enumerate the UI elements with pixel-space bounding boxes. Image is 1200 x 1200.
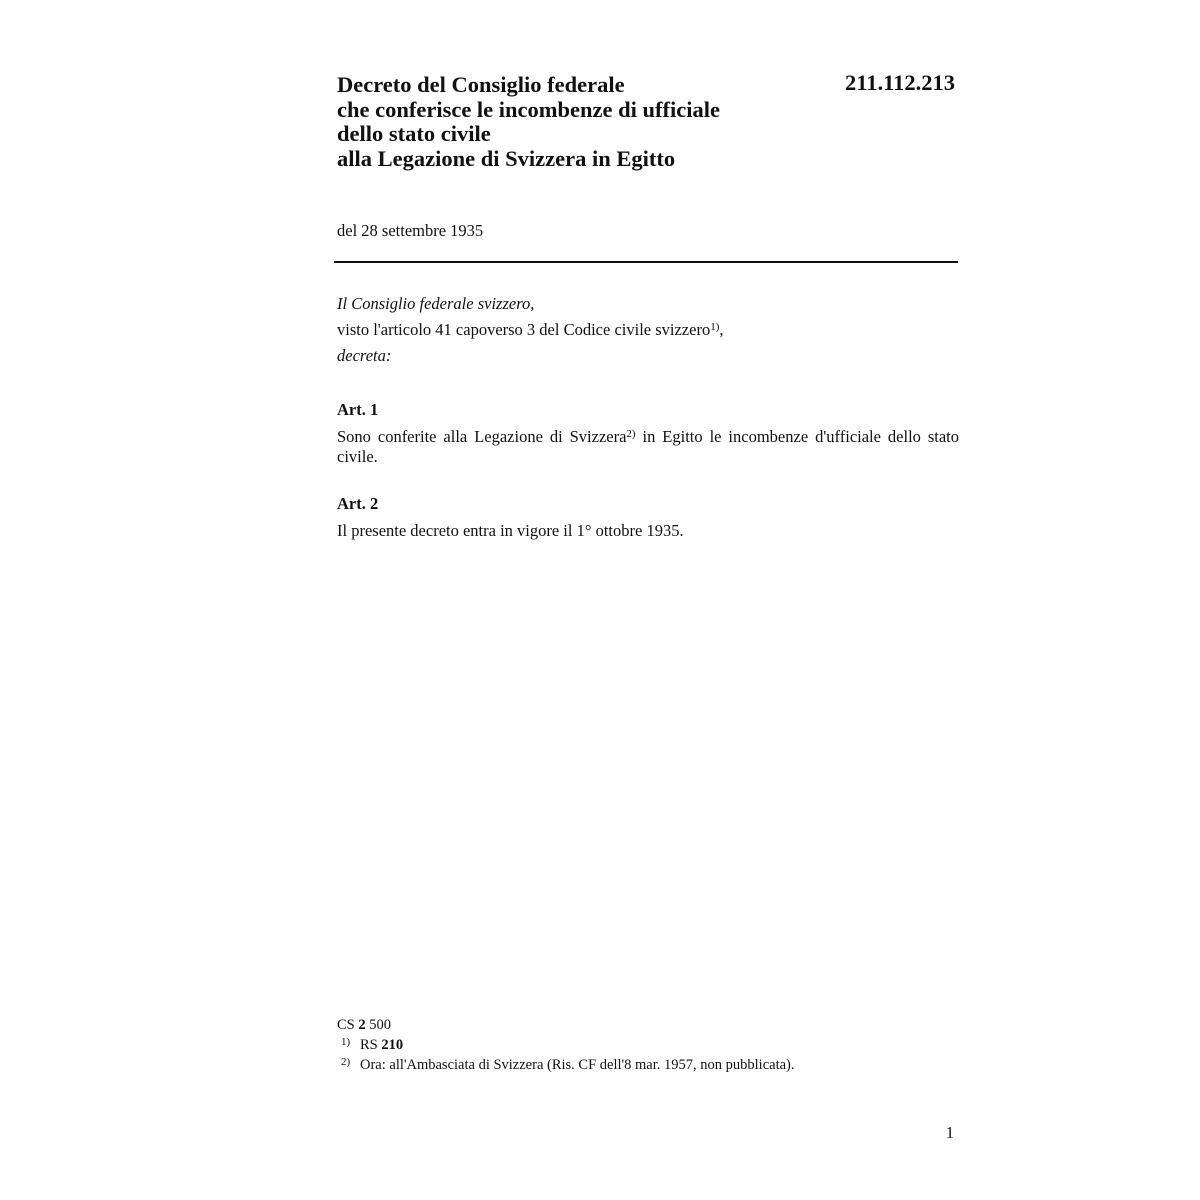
article-1-heading: Art. 1: [337, 400, 379, 419]
article-1-text-before: Sono conferite alla Legazione di Svizzera: [337, 427, 627, 446]
footnote-2: [337, 1054, 957, 1074]
footnote-1: [337, 1034, 957, 1054]
cs-volume: 2: [358, 1017, 366, 1033]
title-line: che conferisce le incombenze di ufficiale: [337, 96, 721, 122]
preamble-authority: Il Consiglio federale svizzero,: [337, 294, 535, 313]
article-2-text: Il presente decreto entra in vigore il 1° ottobre 1935.: [337, 521, 684, 540]
footnote-1-mark: 1): [341, 1036, 351, 1048]
preamble-decrees: decreta:: [337, 346, 392, 365]
title-line: Decreto del Consiglio federale: [337, 72, 625, 97]
article-1-text: [337, 427, 959, 467]
footnote-1-prefix: RS: [360, 1037, 382, 1053]
footnote-2-text: Ora: all'Ambasciata di Svizzera (Ris. CF dell'8 mar. 1957, non pubblicata).: [360, 1057, 795, 1073]
document-title: [337, 73, 807, 171]
title-line: alla Legazione di Svizzera in Egitto: [337, 145, 676, 171]
cs-page: 500: [365, 1017, 391, 1033]
cs-reference: [337, 1017, 957, 1034]
footnote-1-bold: 210: [381, 1037, 404, 1053]
footer-notes: [337, 1017, 957, 1074]
page-number: 1: [945, 1123, 954, 1142]
preamble: [337, 291, 957, 369]
footnote-ref-2[interactable]: 2): [626, 428, 636, 440]
preamble-basis: [337, 317, 957, 343]
header-divider: [334, 261, 958, 263]
title-line: dello stato civile: [337, 121, 491, 146]
preamble-basis-text: visto l'articolo 41 capoverso 3 del Codice civile svizzero: [337, 320, 711, 339]
document-date: del 28 settembre 1935: [337, 221, 484, 240]
article-2-heading: Art. 2: [337, 494, 379, 513]
sr-number: 211.112.213: [844, 70, 955, 95]
article-1-text-after: in Egitto le incombenze d'ufficiale dello stato civile.: [337, 427, 960, 466]
preamble-basis-end: ,: [719, 320, 724, 339]
footnote-2-mark: 2): [341, 1056, 351, 1068]
footnote-ref-1[interactable]: 1): [710, 321, 720, 333]
cs-prefix: CS: [337, 1017, 359, 1033]
